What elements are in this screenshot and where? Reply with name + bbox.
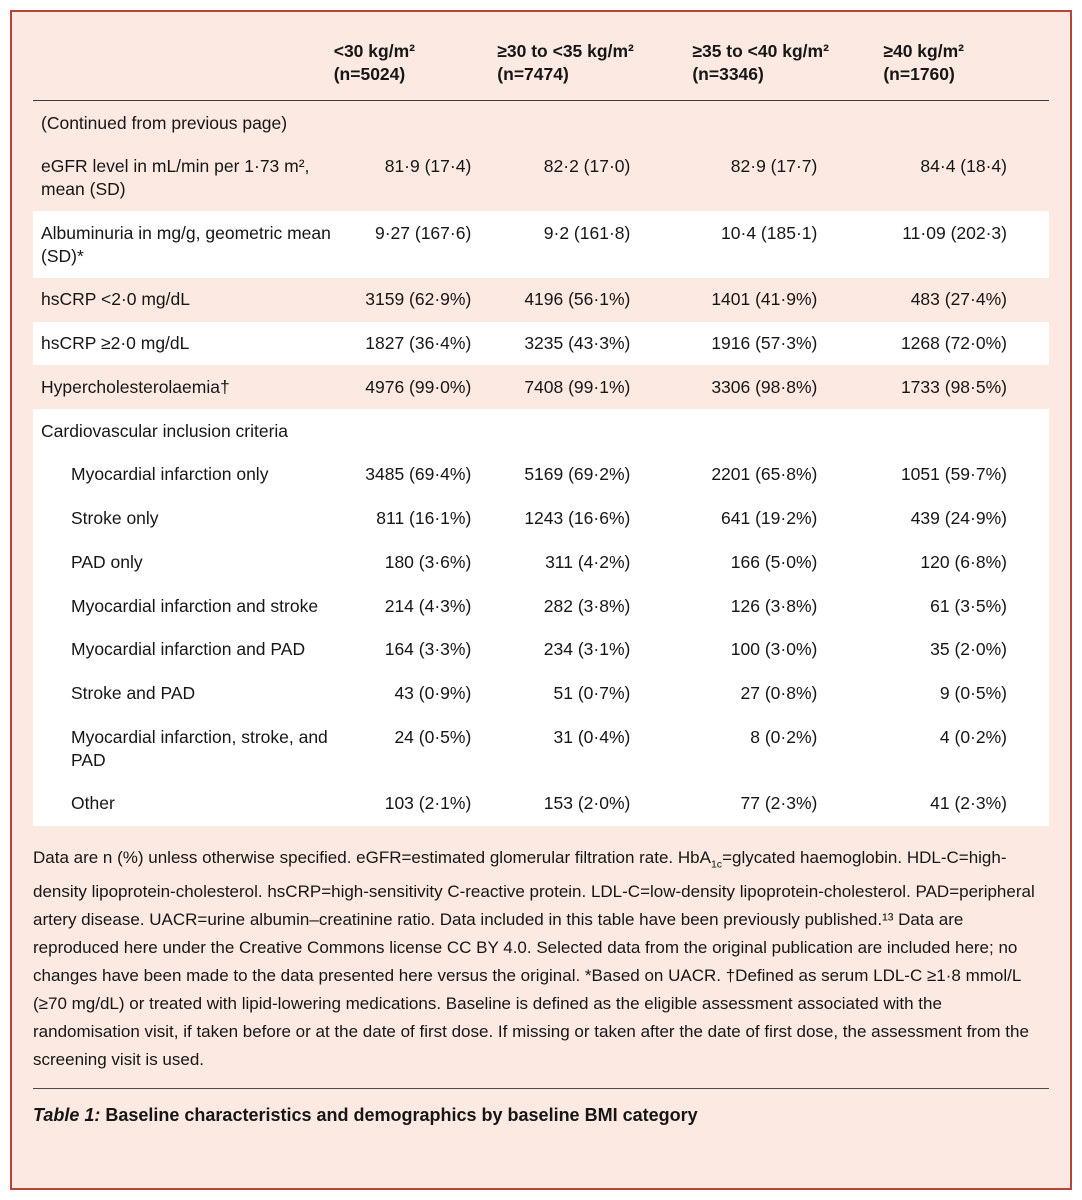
cell-value: 1733 (98·5%) [900,376,1007,397]
section-row [33,101,1049,145]
cell-value: 84·4 (18·4) [920,156,1007,177]
cell-value: 164 (3·3%) [384,639,472,660]
cell-value: 61 (3·5%) [930,595,1007,616]
table-row [33,782,1049,826]
cell-value: 100 (3·0%) [730,639,818,660]
cell-value: 35 (2·0%) [930,639,1007,660]
cell-value: 3159 (62·9%) [365,289,472,310]
column-header-n: (n=3346) [692,64,764,85]
footnote-subscript: 1c [710,858,723,871]
cell-value: 1268 (72·0%) [900,333,1007,354]
cell-value: 41 (2·3%) [930,793,1007,814]
table-row [33,453,1049,497]
row-label: Albuminuria in mg/g, geometric mean (SD)* [41,222,331,266]
column-header-range: ≥30 to <35 kg/m² [497,41,634,61]
table-body [33,101,1049,826]
cell-value: 8 (0·2%) [750,726,818,747]
cell-value: 180 (3·6%) [384,551,472,572]
cell-value: 9 (0·5%) [939,683,1007,704]
table-footnote [33,844,1049,1074]
row-label: hsCRP ≥2·0 mg/dL [41,333,190,354]
table-row [33,584,1049,628]
column-header-n: (n=1760) [883,64,955,85]
table-row [33,497,1049,541]
row-label: Stroke only [71,508,159,529]
cell-value: 11·09 (202·3) [902,222,1007,243]
section-row [33,409,1049,453]
cell-value: 82·9 (17·7) [730,156,818,177]
caption-prefix: Table 1: [33,1105,101,1126]
row-label: eGFR level in mL/min per 1·73 m², mean (SD) [41,156,310,200]
header-row [33,38,1049,101]
cell-value: 126 (3·8%) [730,595,818,616]
cell-value: 3485 (69·4%) [365,464,472,485]
table-row [33,628,1049,672]
row-label: PAD only [71,551,143,572]
column-header-bmi-30-35 [497,38,692,101]
cell-value: 82·2 (17·0) [543,156,631,177]
table-row [33,365,1049,409]
cell-value: 1051 (59·7%) [900,464,1007,485]
cell-value: 166 (5·0%) [730,551,818,572]
cell-value: 81·9 (17·4) [384,156,472,177]
row-label: (Continued from previous page) [41,112,288,133]
cell-value: 282 (3·8%) [543,595,631,616]
cell-value: 24 (0·5%) [394,726,472,747]
column-header-n: (n=7474) [497,64,569,85]
row-label: Myocardial infarction and stroke [71,595,319,616]
cell-value: 4976 (99·0%) [365,376,472,397]
cell-value: 153 (2·0%) [543,793,631,814]
table-caption [33,1105,1049,1126]
cell-value: 214 (4·3%) [384,595,472,616]
cell-value: 4196 (56·1%) [524,289,631,310]
footnote-text-part1: Data are n (%) unless otherwise specified. eGFR=estimated glomerular filtration rate. HbA [33,847,711,867]
row-label: Myocardial infarction, stroke, and PAD [71,726,328,770]
cell-value: 1916 (57·3%) [711,333,818,354]
table-header [33,38,1049,101]
table-row [33,322,1049,366]
cell-value: 641 (19·2%) [721,508,818,529]
row-label: Cardiovascular inclusion criteria [41,420,289,441]
cell-value: 43 (0·9%) [394,683,472,704]
column-header-n: (n=5024) [333,64,406,85]
cell-value: 10·4 (185·1) [721,222,818,243]
caption-text: Baseline characteristics and demographics by baseline BMI category [105,1105,698,1126]
column-header-bmi-lt30 [334,38,498,101]
cell-value: 51 (0·7%) [553,683,631,704]
cell-value: 4 (0·2%) [939,726,1007,747]
table-row [33,145,1049,212]
cell-value: 7408 (99·1%) [524,376,631,397]
cell-value: 234 (3·1%) [543,639,631,660]
row-label: Stroke and PAD [71,683,196,704]
footnote-text-part2: =glycated haemoglobin. HDL-C=high-density lipoprotein-cholesterol. hsCRP=high-sensitivity C-reactive protein. LDL-C=low-density lipoprotein-cholesterol. PAD=peripheral artery disease. UACR=urine albumin–creatinine ratio. Data included in this table have been previously published.¹³ Data are reproduced here under the Creative Commons license CC BY 4.0. Selected data from the original publication are included here; no changes have been made to the data presented here versus the original. *Based on UACR. †Defined as serum LDL-C ≥1·8 mmol/L (≥70 mg/dL) or treated with lipid-lowering medications. Baseline is defined as the eligible assessment associated with the randomisation visit, if taken before or at the date of first dose. If missing or taken after the date of first dose, the assessment from the screening visit is used. [33,847,1035,1070]
table-panel [10,10,1072,1190]
column-header-empty [33,38,334,101]
cell-value: 1243 (16·6%) [524,508,631,529]
row-label: Hypercholesterolaemia† [41,376,230,397]
row-label: Myocardial infarction only [71,464,269,485]
table-row [33,715,1049,782]
cell-value: 1827 (36·4%) [365,333,472,354]
table-row [33,278,1049,322]
column-header-range: <30 kg/m² [333,41,415,61]
cell-value: 3235 (43·3%) [524,333,631,354]
column-header-bmi-ge40 [883,38,1049,101]
cell-value: 5169 (69·2%) [524,464,631,485]
cell-value: 31 (0·4%) [553,726,631,747]
cell-value: 103 (2·1%) [384,793,472,814]
cell-value: 9·27 (167·6) [374,222,472,243]
table-row [33,211,1049,278]
cell-value: 27 (0·8%) [740,683,818,704]
cell-value: 120 (6·8%) [920,551,1007,572]
table-row [33,540,1049,584]
baseline-characteristics-table [33,38,1049,826]
row-label: Other [71,793,115,814]
cell-value: 439 (24·9%) [910,508,1007,529]
table-row [33,672,1049,716]
cell-value: 2201 (65·8%) [711,464,818,485]
row-label: hsCRP <2·0 mg/dL [41,289,190,310]
cell-value: 1401 (41·9%) [711,289,818,310]
cell-value: 811 (16·1%) [376,508,472,529]
caption-divider [33,1088,1049,1089]
cell-value: 3306 (98·8%) [711,376,818,397]
column-header-bmi-35-40 [692,38,883,101]
cell-value: 77 (2·3%) [740,793,818,814]
cell-value: 483 (27·4%) [910,289,1007,310]
column-header-range: ≥40 kg/m² [883,41,964,61]
row-label: Myocardial infarction and PAD [71,639,306,660]
cell-value: 311 (4·2%) [545,551,631,572]
column-header-range: ≥35 to <40 kg/m² [692,41,829,61]
cell-value: 9·2 (161·8) [543,222,631,243]
